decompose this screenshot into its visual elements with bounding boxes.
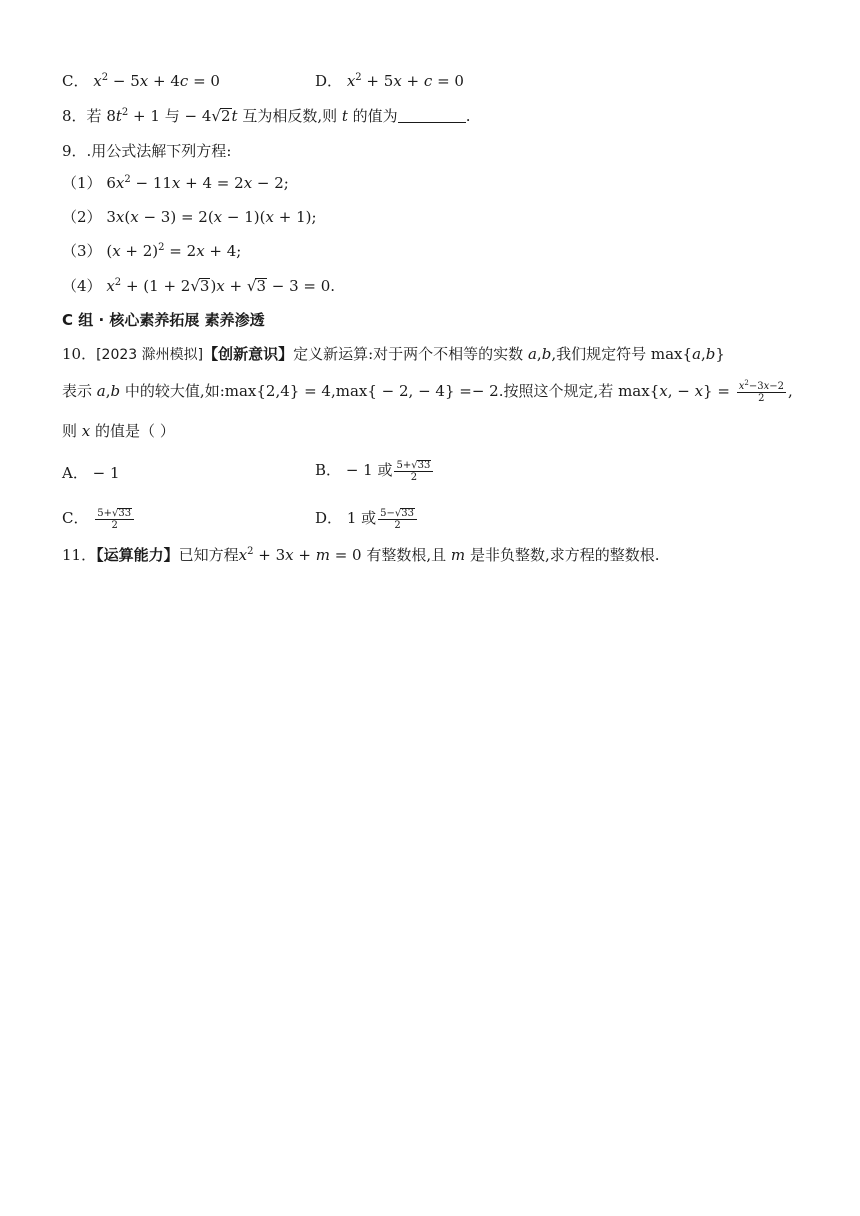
q10-line-2	[62, 380, 793, 404]
q10-option-d-letter: D．	[315, 509, 343, 527]
q10-option-b-neg1: − 1	[345, 461, 378, 479]
q9-item-2-equation: 3x(x − 3) = 2(x − 1)(x + 1);	[106, 208, 317, 226]
q10-option-b-or: 或	[377, 461, 393, 479]
q7-c-letter: C．	[62, 72, 89, 90]
q8-text-1: 与	[164, 107, 180, 125]
q10-source: [2023 滁州模拟]	[96, 347, 204, 363]
q11-equation: $x^2 + 3x + m = 0$	[238, 546, 367, 564]
q10-condition-fraction: $\frac{x^2-3x-2}{2}$	[738, 378, 784, 404]
q10-example: max{2,4} = 4,max{ − 2, − 4} =− 2	[224, 382, 499, 400]
q10-line-3	[62, 420, 175, 442]
q10-option-d-or: 或	[361, 509, 377, 527]
q8-expr-1: $8t^2 + 1$	[106, 107, 165, 125]
q10-option-a[interactable]	[62, 462, 120, 484]
q7-c-equation: $x^2 - 5x + 4c = 0$	[93, 72, 220, 90]
q10-max-symbol: max{a,b}	[650, 345, 725, 363]
q9-item-2-label: （2）	[62, 208, 102, 226]
q10-option-c[interactable]	[62, 503, 136, 533]
q10-text-1: 定义新运算:对于两个不相等的实数	[293, 345, 524, 363]
q9-item-1-label: （1）	[62, 174, 102, 192]
q10-line2-c: .按照这个规定,若	[498, 382, 614, 400]
q10-condition: max{x, − x} = $\frac{x^2-3x-2}{2}$ ,	[618, 378, 793, 404]
q10-line2-ab: a,b	[96, 382, 121, 400]
q9-item-3-equation: $(x + 2)^2 = 2x + 4$;	[106, 242, 242, 260]
q10-option-c-fraction: $\frac{5+√33}{2}$	[95, 508, 134, 531]
q10-line-1: 10．[2023 滁州模拟]【创新意识】定义新运算:对于两个不相等的实数 a,b,我们规定符号 max{a,b}	[62, 345, 725, 363]
q8-var-t: t	[341, 107, 353, 125]
q9-item-1-equation: $6x^2 - 11x + 4 = 2x - 2$;	[106, 174, 289, 192]
q7-d-letter: D．	[315, 72, 343, 90]
q10-line2-a: 表示	[62, 382, 93, 400]
q7-option-c	[62, 70, 220, 92]
q11-number: 11．	[62, 546, 97, 564]
q9-item-3-label: （3）	[62, 242, 102, 260]
question-11	[62, 544, 659, 566]
q10-option-c-letter: C．	[62, 509, 89, 527]
q9-item-3	[62, 240, 241, 262]
q10-option-d-fraction: $\frac{5-√33}{2}$	[378, 508, 417, 531]
question-8	[62, 105, 470, 127]
q10-line3-b: 的值是（ ）	[95, 422, 175, 440]
q11-var-m: m	[450, 546, 466, 564]
q8-expr-2: − 4√2t	[184, 107, 238, 125]
q11-tag: 【运算能力】	[96, 546, 179, 564]
q7-d-equation: $x^2 + 5x + c = 0$	[346, 72, 464, 90]
q10-text-2: 我们规定符号	[556, 345, 647, 363]
q8-end: .	[465, 107, 471, 125]
q10-number: 10．	[62, 345, 97, 363]
q9-title: 9．.用公式法解下列方程:	[62, 142, 232, 160]
q10-line3-a: 则	[62, 422, 78, 440]
q11-text-2: 有整数根,且	[366, 546, 447, 564]
q9-item-4-equation: $x^2 + (1 + 2√3)x + √3 - 3 = 0$.	[106, 277, 336, 295]
q10-option-b[interactable]	[315, 455, 435, 485]
q8-number: 8．若	[62, 107, 102, 125]
q10-tag: 【创新意识】	[203, 345, 294, 363]
q8-answer-blank[interactable]	[398, 107, 466, 123]
q9-item-2	[62, 206, 317, 228]
q9-item-4-label: （4）	[62, 277, 102, 295]
q8-text-2: 互为相反数,则	[242, 107, 338, 125]
q10-var-x: x	[81, 422, 91, 440]
q10-option-b-letter: B．	[315, 461, 342, 479]
q10-option-b-fraction: $\frac{5+√33}{2}$	[394, 460, 433, 483]
q9-item-1	[62, 172, 289, 194]
q8-text-3: 的值为	[352, 107, 398, 125]
q10-vars-ab: a	[527, 345, 537, 363]
q11-text-3: 是非负整数,求方程的整数根.	[469, 546, 660, 564]
q7-option-d	[315, 70, 464, 92]
q10-line2-b: 中的较大值,如:	[124, 382, 225, 400]
q9-item-4	[62, 275, 335, 297]
q10-option-d-one: 1	[346, 509, 362, 527]
q10-option-a-letter: A．	[62, 464, 88, 482]
q10-option-a-value: − 1	[92, 464, 120, 482]
q10-option-d[interactable]	[315, 503, 419, 533]
section-c-heading: C 组 · 核心素养拓展 素养渗透	[62, 311, 265, 329]
q11-text-1: 已知方程	[178, 546, 239, 564]
